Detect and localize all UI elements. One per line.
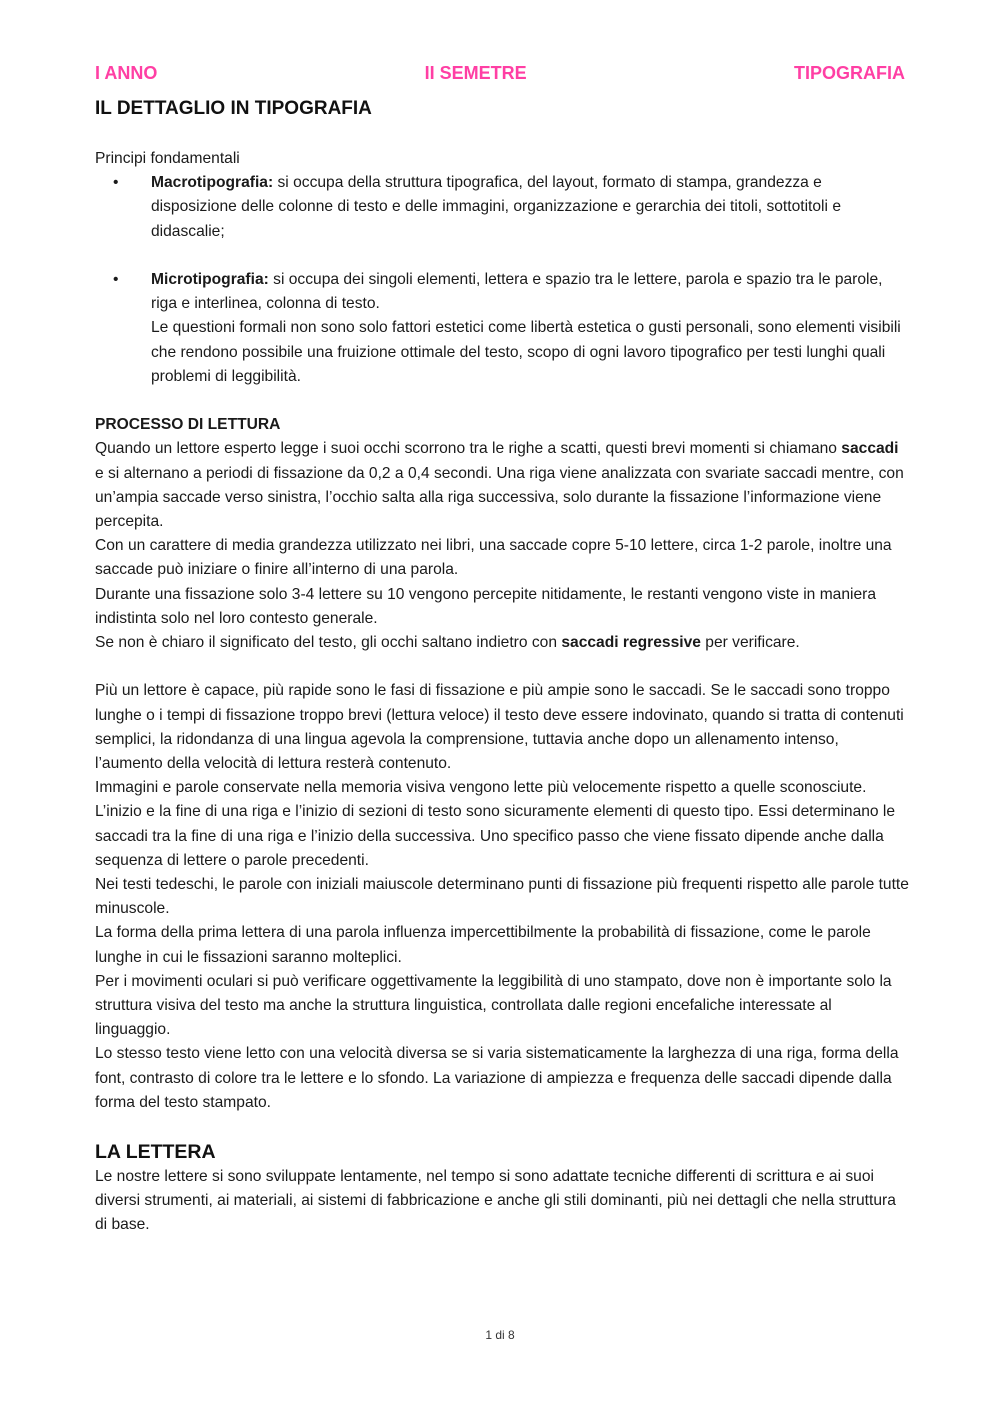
- page-number: 1 di 8: [485, 1328, 515, 1342]
- section-heading-reading: PROCESSO DI LETTURA: [95, 416, 281, 434]
- term-saccadi: saccadi: [841, 440, 899, 458]
- reading-paragraph: Durante una fissazione solo 3-4 lettere su 10 vengono percepite nitidamente, le restanti vengono viste in maniera indistinta solo nel loro contesto generale.: [95, 585, 877, 627]
- section-heading-letter: LA LETTERA: [95, 1141, 216, 1164]
- reading-paragraph: Quando un lettore esperto legge i suoi occhi scorrono tra le righe a scatti, questi brevi momenti si chiamano saccadi e si alternano a periodi di fissazione da 0,2 a 0,4 secondi. Una riga viene analizzata con svariate saccadi mentre, con un’ampia saccade verso sinistra, l’occhio salta alla riga successiva, solo durante la fissazione l’informazione viene percepita.: [95, 440, 904, 531]
- header-subject: TIPOGRAFIA: [793, 63, 905, 83]
- spacer: [95, 389, 910, 413]
- bullet-microtipografia: [95, 268, 910, 389]
- microtipografia-note: Le questioni formali non sono solo fattori estetici come libertà estetica o gusti personali, sono elementi visibili che rendono possibile una fruizione ottimale del testo, scopo di ogni lavoro tipografico per testi lunghi quali problemi di leggibilità.: [151, 319, 901, 385]
- microtipografia-text: si occupa dei singoli elementi, lettera e spazio tra le lettere, parola e spazio tra le parole, riga e interlinea, colonna di testo.: [151, 271, 883, 313]
- spacer: [95, 244, 910, 268]
- reading-paragraph: Lo stesso testo viene letto con una velocità diversa se si varia sistematicamente la larghezza di una riga, forma della font, contrasto di colore tra le lettere e lo sfondo. La variazione di ampiezza e frequenza delle saccadi dipende dalla forma del testo stampato.: [95, 1045, 899, 1111]
- header-semester: II SEMETRE: [424, 63, 527, 83]
- reading-paragraph: Nei testi tedeschi, le parole con iniziali maiuscole determinano punti di fissazione più frequenti rispetto alle parole tutte minuscole.: [95, 876, 909, 918]
- reading-paragraph: L’inizio e la fine di una riga e l’inizio di sezioni di testo sono sicuramente elementi di questo tipo. Essi determinano le saccadi tra la fine di una riga e l’inizio della successiva. Uno specifico passo che viene fissato dipende anche dalla sequenza di lettere o parole precedenti.: [95, 803, 896, 869]
- term-microtipografia: Microtipografia:: [151, 271, 269, 288]
- header-year: I ANNO: [95, 63, 158, 83]
- principles-intro: Principi fondamentali: [95, 150, 240, 167]
- term-saccadi-regressive: saccadi regressive: [561, 634, 701, 652]
- reading-paragraph: La forma della prima lettera di una parola influenza impercettibilmente la probabilità di fissazione, come le parole lunghe in cui le fissazioni saranno molteplici.: [95, 924, 871, 966]
- page-title: IL DETTAGLIO IN TIPOGRAFIA: [95, 98, 372, 119]
- macrotipografia-text: si occupa della struttura tipografica, del layout, formato di stampa, grandezza e disposizione delle colonne di testo e delle immagini, organizzazione e gerarchia dei titoli, sottotitoli e didascalie;: [151, 174, 841, 240]
- reading-paragraph: Con un carattere di media grandezza utilizzato nei libri, una saccade copre 5-10 lettere, circa 1-2 parole, inoltre una saccade può iniziare o finire all’interno di una parola.: [95, 537, 892, 579]
- reading-paragraph: Immagini e parole conservate nella memoria visiva vengono lette più velocemente rispetto a quelle sconosciute.: [95, 779, 867, 797]
- document-body: [95, 147, 910, 1238]
- reading-paragraph: Se non è chiaro il significato del testo, gli occhi saltano indietro con saccadi regressive per verificare.: [95, 634, 800, 652]
- reading-paragraph: Per i movimenti oculari si può verificare oggettivamente la leggibilità di uno stampato, dove non è importante solo la struttura visiva del testo ma anche la struttura linguistica, controllata dalle regioni encefaliche interessate al linguaggio.: [95, 972, 892, 1039]
- reading-paragraph: Più un lettore è capace, più rapide sono le fasi di fissazione e più ampie sono le saccadi. Se le saccadi sono troppo lunghe o i tempi di fissazione troppo brevi (lettura veloce) il testo deve essere indovinato, quando si tratta di contenuti semplici, la ridondanza di una lingua agevola la comprensione, tuttavia anche dopo un allenamento intenso, l’aumento della velocità di lettura resterà contenuto.: [95, 682, 904, 773]
- bullet-marker: •: [113, 271, 119, 288]
- bullet-marker: •: [113, 174, 119, 192]
- spacer: [95, 655, 910, 679]
- running-header: [95, 61, 905, 85]
- bullet-macrotipografia: [95, 171, 910, 244]
- letter-paragraph: Le nostre lettere si sono sviluppate lentamente, nel tempo si sono adattate tecniche differenti di scrittura e ai suoi diversi strumenti, ai materiali, ai sistemi di fabbricazione e anche gli stili dominanti, più nei dettagli che nella struttura di base.: [95, 1168, 896, 1234]
- term-macrotipografia: Macrotipografia:: [151, 174, 274, 192]
